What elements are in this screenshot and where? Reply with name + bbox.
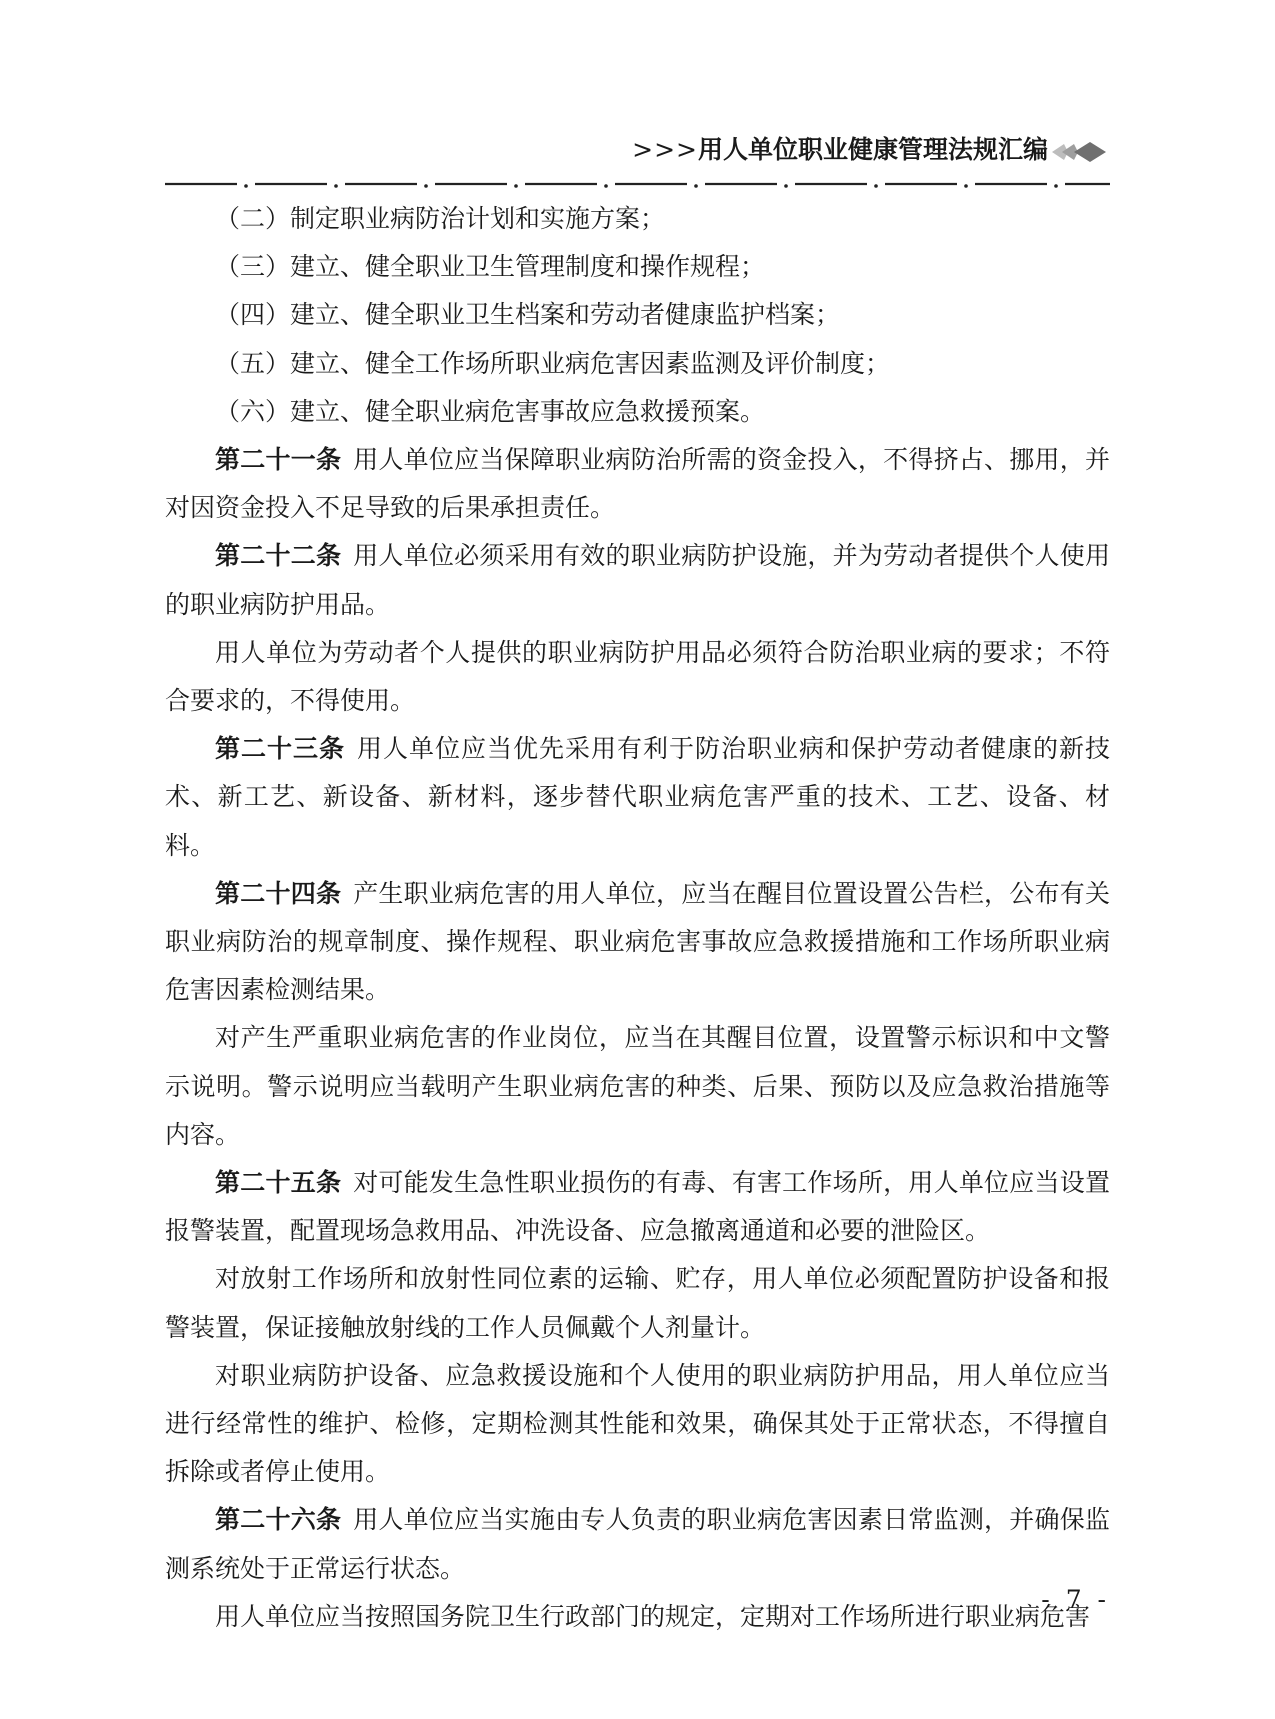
- paragraph: [165, 1255, 1110, 1351]
- paragraph-text: 用人单位应当优先采用有利于防治职业病和保护劳动者健康的新技术、新工艺、新设备、新材料，逐步替代职业病危害严重的技术、工艺、设备、材料。: [165, 734, 1110, 860]
- paragraph: [165, 629, 1110, 725]
- document-body: [165, 195, 1110, 1641]
- paragraph: [165, 725, 1110, 870]
- paragraph: [165, 1014, 1110, 1159]
- paragraph: [165, 388, 1110, 436]
- paragraph-text: 用人单位必须采用有效的职业病防护设施，并为劳动者提供个人使用的职业病防护用品。: [165, 541, 1110, 619]
- paragraph: [165, 195, 1110, 243]
- paragraph-text: 对放射工作场所和放射性同位素的运输、贮存，用人单位必须配置防护设备和报警装置，保证接触放射线的工作人员佩戴个人剂量计。: [165, 1264, 1110, 1342]
- paragraph-text: 产生职业病危害的用人单位，应当在醒目位置设置公告栏，公布有关职业病防治的规章制度、操作规程、职业病危害事故应急救援措施和工作场所职业病危害因素检测结果。: [165, 878, 1110, 1005]
- article-number: 第二十五条: [215, 1168, 342, 1198]
- paragraph: [165, 1496, 1110, 1592]
- paragraph: [165, 340, 1110, 388]
- page-number: - 7 -: [1041, 1585, 1110, 1614]
- article-number: 第二十二条: [215, 541, 342, 571]
- paragraph-text: （二）制定职业病防治计划和实施方案；: [215, 204, 666, 233]
- paragraph-text: 对可能发生急性职业损伤的有毒、有害工作场所，用人单位应当设置报警装置，配置现场急救用品、冲洗设备、应急撤离通道和必要的泄险区。: [165, 1168, 1110, 1246]
- diamond-ornament-icon: [1052, 141, 1110, 163]
- article-number: 第二十一条: [215, 445, 342, 475]
- paragraph-text: 对产生严重职业病危害的作业岗位，应当在其醒目位置，设置警示标识和中文警示说明。警示说明应当载明产生职业病危害的种类、后果、预防以及应急救治措施等内容。: [165, 1023, 1110, 1149]
- paragraph-text: （六）建立、健全职业病危害事故应急救援预案。: [215, 396, 766, 426]
- paragraph: [165, 243, 1110, 291]
- paragraph-text: （五）建立、健全工作场所职业病危害因素监测及评价制度；: [215, 348, 891, 378]
- paragraph-text: （四）建立、健全职业卫生档案和劳动者健康监护档案；: [215, 300, 841, 330]
- paragraph: [165, 436, 1110, 532]
- header-title: 用人单位职业健康管理法规汇编: [697, 135, 1048, 164]
- paragraph: [165, 291, 1110, 339]
- header-arrows: >>>: [632, 135, 698, 164]
- article-number: 第二十三条: [215, 734, 345, 764]
- paragraph: [165, 870, 1110, 1015]
- paragraph-text: （三）建立、健全职业卫生管理制度和操作规程；: [215, 252, 766, 282]
- running-header: [0, 130, 1110, 170]
- paragraph-text: 用人单位应当按照国务院卫生行政部门的规定，定期对工作场所进行职业病危害: [215, 1601, 1091, 1631]
- header-rule: [165, 178, 1110, 190]
- paragraph-text: 对职业病防护设备、应急救援设施和个人使用的职业病防护用品，用人单位应当进行经常性的维护、检修，定期检测其性能和效果，确保其处于正常状态，不得擅自拆除或者停止使用。: [165, 1360, 1110, 1487]
- paragraph-text: 用人单位为劳动者个人提供的职业病防护用品必须符合防治职业病的要求；不符合要求的，不得使用。: [165, 637, 1110, 716]
- article-number: 第二十四条: [215, 878, 342, 908]
- paragraph-text: 用人单位应当保障职业病防治所需的资金投入，不得挤占、挪用，并对因资金投入不足导致的后果承担责任。: [165, 445, 1110, 523]
- paragraph: [165, 1159, 1110, 1255]
- paragraph-text: 用人单位应当实施由专人负责的职业病危害因素日常监测，并确保监测系统处于正常运行状态。: [165, 1505, 1110, 1583]
- article-number: 第二十六条: [215, 1505, 342, 1535]
- paragraph: [165, 532, 1110, 628]
- paragraph: [165, 1352, 1110, 1497]
